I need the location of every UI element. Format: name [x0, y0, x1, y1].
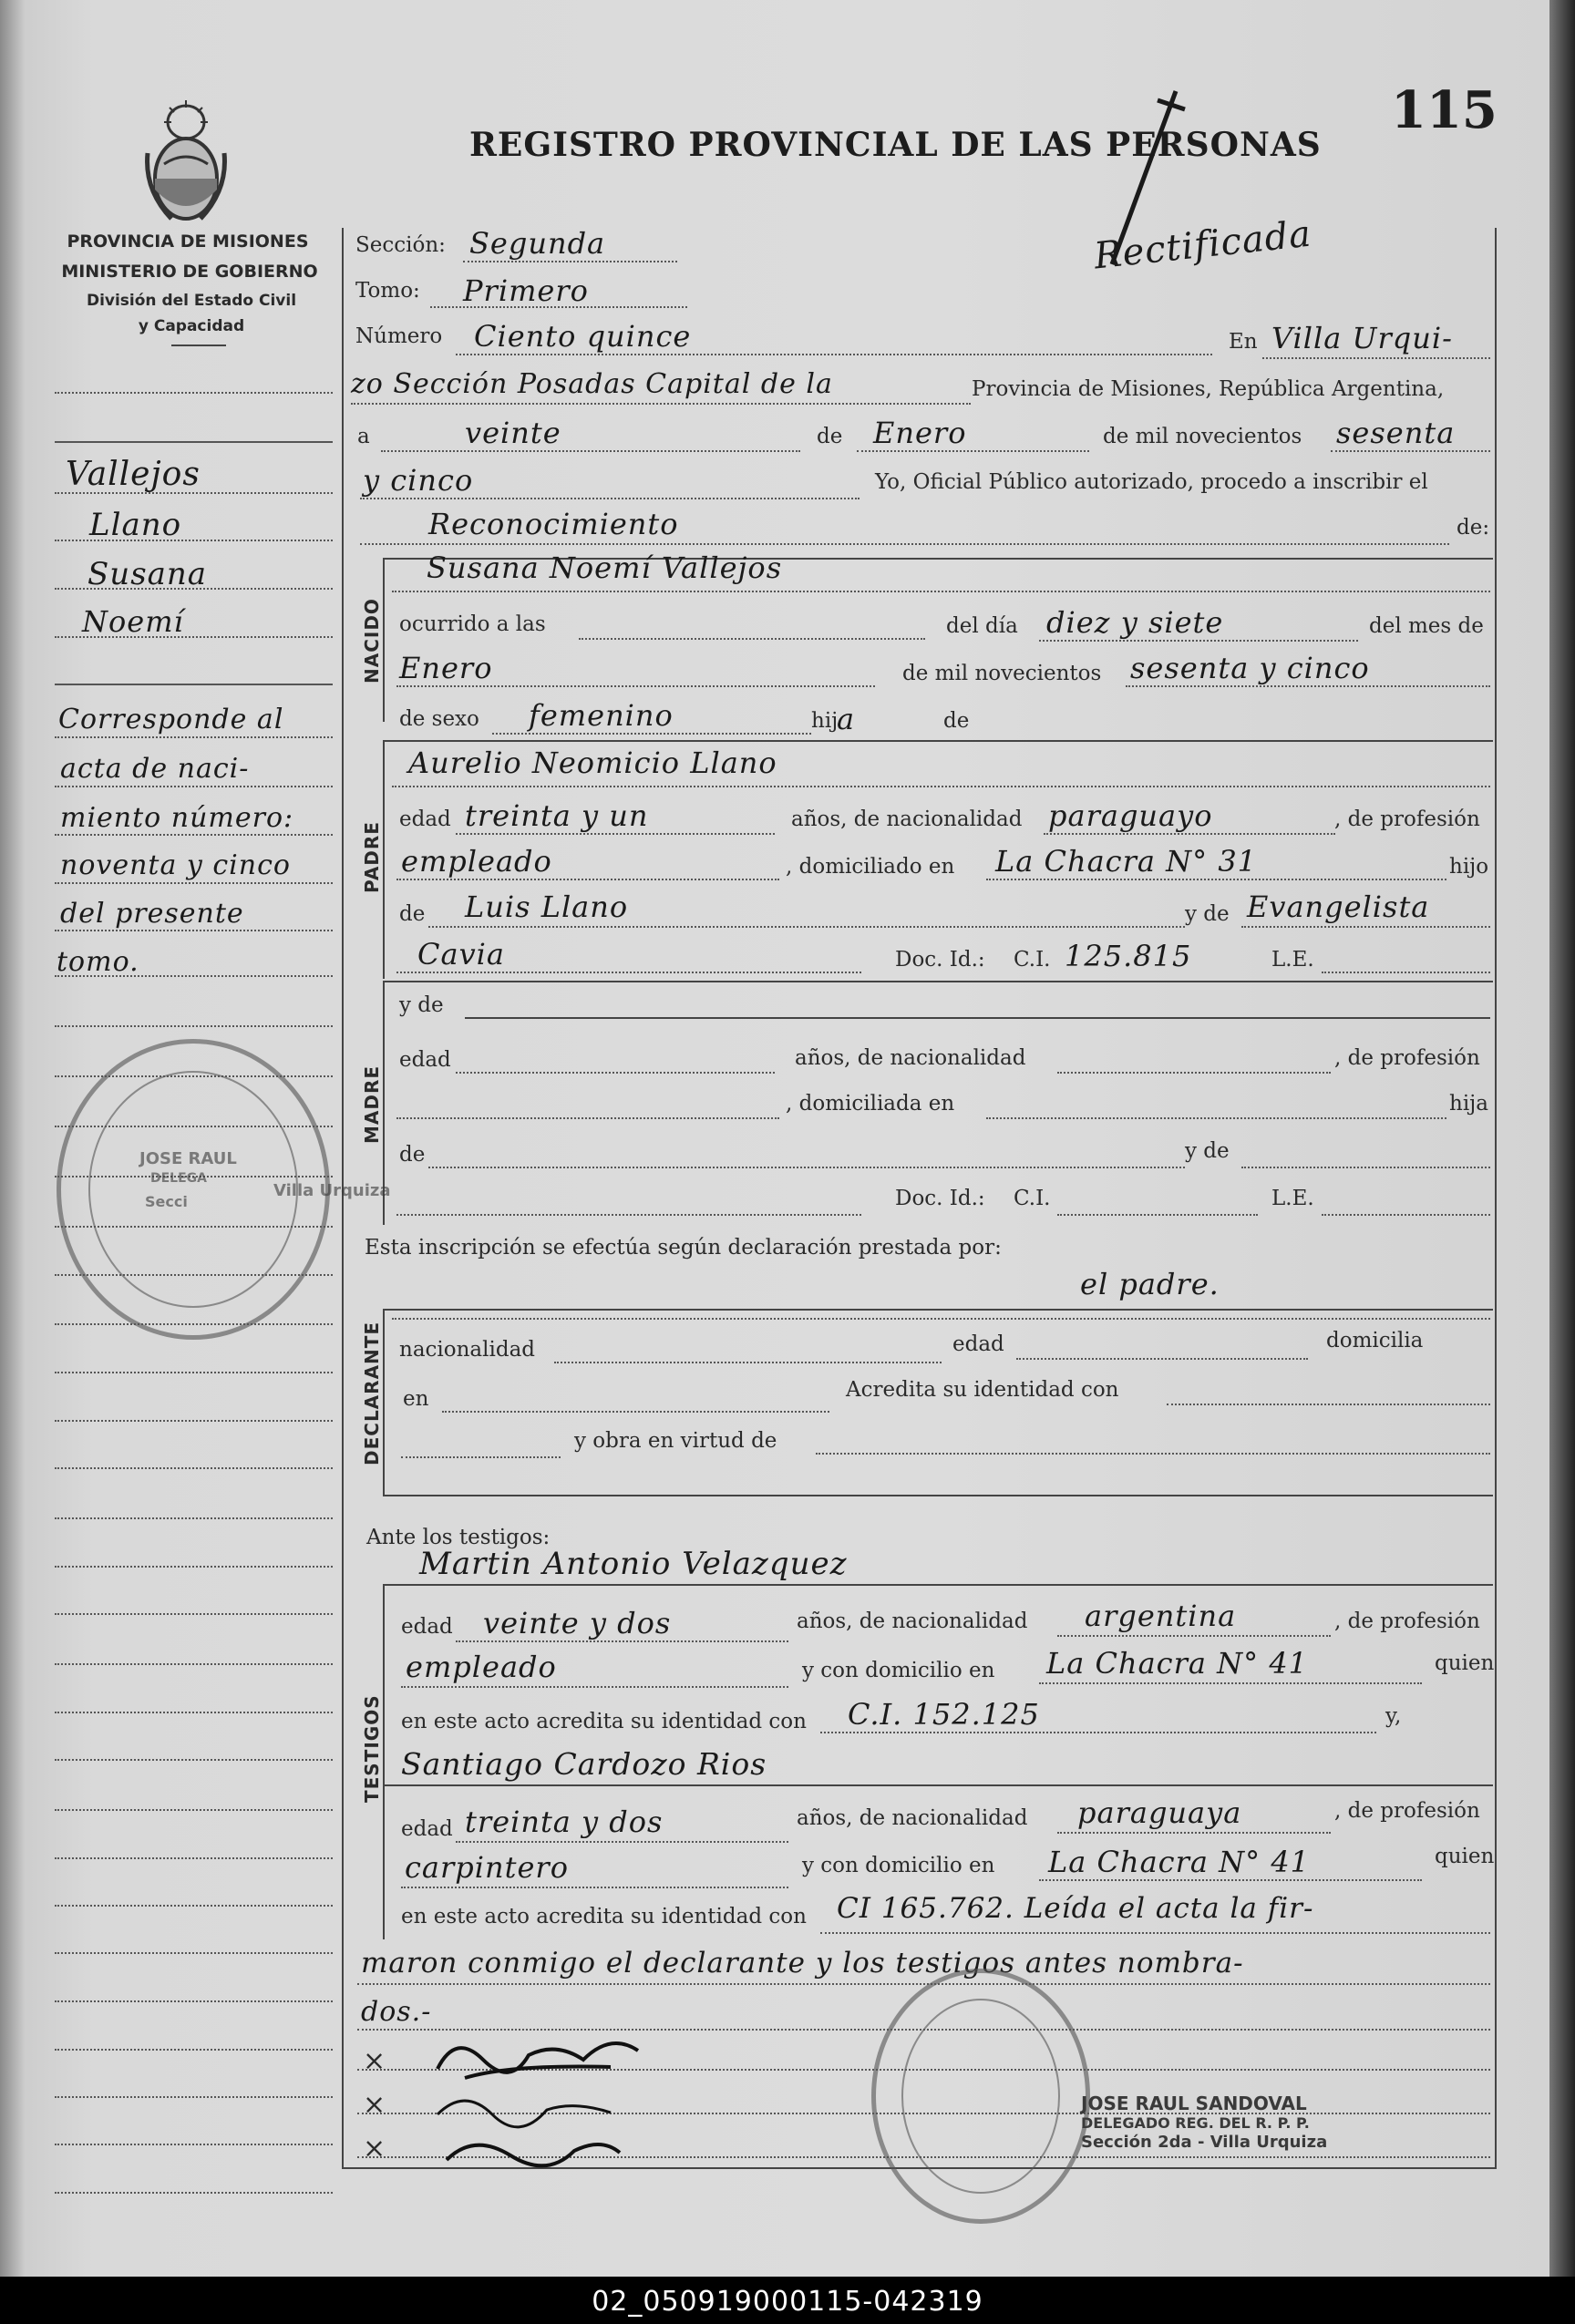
madre-tab: MADRE — [361, 1064, 383, 1144]
witness2-top-rule — [383, 1784, 1493, 1786]
witness2-quien-label: quien — [1435, 1845, 1495, 1868]
witness1-acredita-label: en este acto acredita su identidad con — [401, 1710, 807, 1733]
closing-field-1 — [357, 1983, 1490, 1985]
madre-prof-label: , de profesión — [1334, 1046, 1480, 1070]
act-field — [360, 543, 1449, 545]
a-label: a — [357, 425, 370, 448]
declarante-acredita-field — [1167, 1404, 1490, 1405]
province-text: Provincia de Misiones, República Argentina, — [972, 377, 1445, 401]
year-field — [1331, 450, 1490, 452]
padre-prof-value: empleado — [401, 844, 552, 879]
year-field-2 — [360, 498, 860, 499]
official-name: JOSE RAUL SANDOVAL — [1081, 2093, 1307, 2114]
nacido-year-value: sesenta y cinco — [1130, 651, 1370, 685]
page-edge — [1549, 0, 1575, 2277]
padre-top-rule — [383, 740, 1493, 742]
seccion-field — [463, 261, 677, 262]
witness2-prof-field — [401, 1887, 788, 1888]
madre-doc-label: Doc. Id.: — [895, 1187, 985, 1210]
nacido-day-value: diez y siete — [1046, 605, 1224, 640]
witness1-dom-field — [1039, 1682, 1422, 1684]
coat-of-arms-icon — [144, 98, 228, 226]
madre-doc-field — [396, 1214, 861, 1216]
en-label: En — [1229, 330, 1258, 354]
testigos-tab: TESTIGOS — [361, 1694, 383, 1803]
del-mes-label: del mes de — [1369, 614, 1484, 638]
declarante-edad-field — [1016, 1358, 1308, 1360]
witness2-acredita-label: en este acto acredita su identidad con — [401, 1905, 807, 1928]
agency-underline — [171, 344, 226, 346]
padre-prof-label: , de profesión — [1334, 807, 1480, 831]
declarante-top-rule — [383, 1309, 1493, 1311]
agency-ministry: MINISTERIO DE GOBIERNO — [61, 262, 318, 282]
madre-yde-label: y de — [399, 993, 444, 1017]
padre-de-label: de — [399, 902, 426, 926]
padre-edad-label: edad — [399, 807, 451, 831]
registry-stamp-left: JOSE RAUL DELEGA Secci — [57, 1039, 330, 1340]
numero-value: Ciento quince — [474, 319, 692, 354]
declarante-en-field — [442, 1411, 829, 1413]
hijo-label: hijo — [1449, 855, 1489, 879]
declarante-obra-pre-field — [401, 1456, 561, 1458]
del-dia-label: del día — [946, 614, 1018, 638]
numero-field — [456, 354, 1212, 355]
month-field — [857, 450, 1089, 452]
madre-ci-label: C.I. — [1014, 1187, 1051, 1210]
sexo-value: femenino — [529, 698, 674, 733]
madre-ci-field — [1057, 1214, 1258, 1216]
x-mark: × — [363, 2045, 386, 2077]
witness1-dom-value: La Chacra N° 41 — [1046, 1646, 1309, 1681]
hij-label: hij — [811, 709, 839, 733]
madre-nac-field — [1057, 1072, 1331, 1074]
agency-province: PROVINCIA DE MISIONES — [67, 231, 309, 252]
signature-scribble — [428, 2014, 665, 2178]
en-field — [1262, 357, 1490, 359]
main-right-border — [1495, 228, 1497, 2169]
madre-nac-label: años, de nacionalidad — [795, 1046, 1026, 1070]
padre-le-label: L.E. — [1271, 948, 1314, 972]
registry-stamp-right — [871, 1969, 1090, 2224]
padre-edad-value: treinta y un — [465, 798, 649, 833]
officer-text: Yo, Oficial Público autorizado, procedo a inscribir el — [875, 470, 1428, 494]
witness2-dom-label: y con domicilio en — [802, 1854, 995, 1877]
padre-nac-value: paraguayo — [1048, 798, 1213, 833]
x-mark: × — [363, 2089, 386, 2121]
witness1-edad-label: edad — [401, 1615, 453, 1639]
sexo-field — [492, 733, 811, 735]
witness2-nac-label: años, de nacionalidad — [797, 1806, 1028, 1830]
padre-le-field — [1322, 972, 1490, 973]
closing-line-1: maron conmigo el declarante y los testigos antes nombra- — [361, 1947, 1244, 1980]
declarante-name-field — [392, 1318, 1490, 1320]
seccion-label: Sección: — [355, 233, 446, 257]
hij-suffix: a — [837, 702, 856, 736]
madre-edad-field — [456, 1072, 775, 1074]
place-field — [351, 403, 971, 405]
declaracion-text: Esta inscripción se efectúa según declaración prestada por: — [365, 1236, 1002, 1260]
testigos-bracket — [383, 1584, 385, 1939]
nacido-tab: NACIDO — [361, 598, 383, 684]
year-value: sesenta — [1336, 416, 1456, 450]
ocurrido-field — [579, 638, 925, 640]
declaracion-value: el padre. — [1080, 1267, 1220, 1301]
de-label: de — [817, 425, 843, 448]
witness1-name: Martin Antonio Velazquez — [419, 1546, 848, 1582]
seccion-value: Segunda — [469, 226, 606, 261]
declarante-en-label: en — [403, 1387, 429, 1411]
hija-label: hija — [1449, 1092, 1489, 1116]
declarante-edad-label: edad — [952, 1332, 1004, 1356]
madre-le-label: L.E. — [1271, 1187, 1314, 1210]
witness1-id-field — [820, 1732, 1376, 1733]
padre-prof-field — [396, 879, 779, 880]
witness1-nac-field — [1057, 1635, 1331, 1637]
witness1-edad-value: veinte y dos — [483, 1606, 672, 1640]
year-label: de mil novecientos — [1103, 425, 1302, 448]
madre-yde2-label: y de — [1185, 1139, 1230, 1163]
madre-top-rule — [383, 981, 1493, 982]
witness2-dom-field — [1039, 1879, 1422, 1881]
act-value: Reconocimiento — [428, 507, 679, 541]
declarante-nac-field — [554, 1362, 942, 1363]
margin-note-line: noventa y cinco — [60, 849, 291, 881]
declarante-acredita-label: Acredita su identidad con — [846, 1378, 1119, 1402]
madre-dom-label: , domiciliada en — [786, 1092, 955, 1116]
rectification-stroke-icon — [1076, 82, 1203, 301]
madre-name-field — [465, 1017, 1490, 1019]
year-value-2: y cinco — [363, 463, 474, 498]
padre-dom-field — [986, 879, 1446, 880]
witness1-nac-label: años, de nacionalidad — [797, 1609, 1028, 1633]
witness2-edad-field — [456, 1841, 788, 1843]
margin-note-line: Susana — [88, 556, 208, 592]
image-caption: 02_050919000115-042319 — [592, 2286, 983, 2318]
margin-note-line: acta de naci- — [60, 753, 250, 785]
page-number: 115 — [1391, 80, 1498, 140]
margin-note-line: Noemí — [82, 604, 184, 639]
declarante-tab: DECLARANTE — [361, 1321, 383, 1465]
madre-father-field — [428, 1167, 1185, 1168]
rectification-annotation: Rectificada — [1092, 212, 1314, 278]
nacido-month-value: Enero — [399, 651, 493, 685]
en-value: Villa Urqui- — [1271, 321, 1453, 355]
witness2-nac-field — [1057, 1832, 1331, 1834]
witness1-dom-label: y con domicilio en — [802, 1659, 995, 1682]
witness1-prof-field — [401, 1686, 788, 1688]
witness2-id-value: CI 165.762. Leída el acta la fir- — [837, 1892, 1314, 1925]
padre-father-value: Luis Llano — [465, 889, 629, 924]
padre-mother-value-2: Cavia — [417, 937, 505, 972]
day-field — [1039, 640, 1358, 642]
de-colon-label: de: — [1457, 516, 1490, 540]
padre-mother-field — [1241, 926, 1490, 928]
padre-ci-label: C.I. — [1014, 948, 1051, 972]
witness1-nac-value: argentina — [1085, 1599, 1237, 1633]
declarante-dom-label: domicilia — [1326, 1329, 1424, 1352]
padre-edad-field — [456, 833, 775, 835]
madre-edad-label: edad — [399, 1048, 451, 1072]
ante-testigos-label: Ante los testigos: — [366, 1526, 551, 1549]
binding-shadow — [0, 0, 26, 2277]
closing-line-2: dos.- — [361, 1996, 432, 2028]
witness1-edad-field — [456, 1640, 788, 1642]
margin-note-line: Llano — [89, 507, 182, 543]
stamp-left-extra: Villa Urquiza — [273, 1181, 391, 1200]
padre-tab: PADRE — [361, 821, 383, 893]
madre-de-label: de — [399, 1143, 426, 1167]
x-mark: × — [363, 2133, 386, 2165]
padre-dom-label: , domiciliado en — [786, 855, 955, 879]
margin-note-line: Vallejos — [66, 456, 201, 493]
declarante-bottom-rule — [383, 1495, 1493, 1496]
witness1-prof-label: , de profesión — [1334, 1609, 1480, 1633]
official-office: Sección 2da - Villa Urquiza — [1081, 2133, 1328, 2152]
hij-de-label: de — [943, 709, 970, 733]
witness1-y-label: y, — [1385, 1704, 1402, 1728]
padre-name-value: Aurelio Neomicio Llano — [408, 746, 777, 780]
month-value: Enero — [873, 416, 967, 450]
padre-doc-label: Doc. Id.: — [895, 948, 985, 972]
page-title: REGISTRO PROVINCIAL DE LAS PERSONAS — [469, 126, 1322, 164]
nacido-name-value: Susana Noemí Vallejos — [427, 550, 783, 585]
declarante-bracket — [383, 1309, 385, 1496]
declarante-obra-label: y obra en virtud de — [574, 1429, 777, 1453]
nacido-bracket — [383, 558, 385, 722]
witness2-prof-label: , de profesión — [1334, 1799, 1480, 1823]
declarante-nac-label: nacionalidad — [399, 1338, 536, 1362]
witness1-id-value: C.I. 152.125 — [848, 1697, 1040, 1732]
place-value: zo Sección Posadas Capital de la — [351, 368, 833, 400]
witness2-id-field — [820, 1932, 1490, 1934]
madre-prof-field — [396, 1117, 779, 1119]
margin-note-line: miento número: — [60, 802, 294, 834]
testigos-top-rule — [383, 1584, 1493, 1586]
sexo-label: de sexo — [399, 707, 479, 731]
witness2-dom-value: La Chacra N° 41 — [1048, 1845, 1311, 1879]
declarante-obra-field — [816, 1453, 1490, 1455]
witness2-prof-value: carpintero — [405, 1850, 569, 1885]
tomo-label: Tomo: — [355, 279, 420, 303]
padre-ci-value: 125.815 — [1065, 939, 1192, 973]
madre-dom-field — [986, 1117, 1446, 1119]
witness2-nac-value: paraguaya — [1077, 1795, 1242, 1830]
ocurrido-label: ocurrido a las — [399, 612, 546, 636]
nacido-month-field — [396, 685, 875, 687]
padre-mother-field-2 — [396, 972, 861, 973]
madre-le-field — [1322, 1214, 1490, 1216]
padre-yde-label: y de — [1185, 902, 1230, 926]
nacido-year-field — [1126, 685, 1490, 687]
madre-mother-field — [1241, 1167, 1490, 1168]
day-field — [381, 450, 800, 452]
day-value: veinte — [465, 416, 561, 450]
margin-note-line: Corresponde al — [58, 704, 284, 735]
padre-mother-value: Evangelista — [1247, 889, 1430, 924]
padre-name-field — [392, 786, 1490, 787]
witness2-name: Santiago Cardozo Rios — [401, 1746, 767, 1782]
agency-division: División del Estado Civil — [86, 292, 297, 310]
nacido-year-label: de mil novecientos — [902, 662, 1102, 685]
padre-nac-field — [1044, 833, 1335, 835]
padre-father-field — [428, 926, 1185, 928]
padre-bracket — [383, 740, 385, 979]
margin-note-line: tomo. — [57, 946, 139, 978]
padre-nac-label: años, de nacionalidad — [791, 807, 1023, 831]
witness1-prof-value: empleado — [406, 1650, 557, 1684]
agency-capacity: y Capacidad — [138, 317, 245, 335]
margin-note-line: del presente — [60, 898, 244, 930]
numero-label: Número — [355, 324, 443, 348]
witness2-edad-value: treinta y dos — [465, 1805, 664, 1839]
nacido-name-field — [392, 591, 1490, 592]
official-title: DELEGADO REG. DEL R. P. P. — [1081, 2114, 1310, 2132]
witness1-quien-label: quien — [1435, 1651, 1495, 1675]
padre-dom-value: La Chacra N° 31 — [995, 844, 1258, 879]
tomo-value: Primero — [463, 273, 589, 308]
witness2-edad-label: edad — [401, 1817, 453, 1841]
